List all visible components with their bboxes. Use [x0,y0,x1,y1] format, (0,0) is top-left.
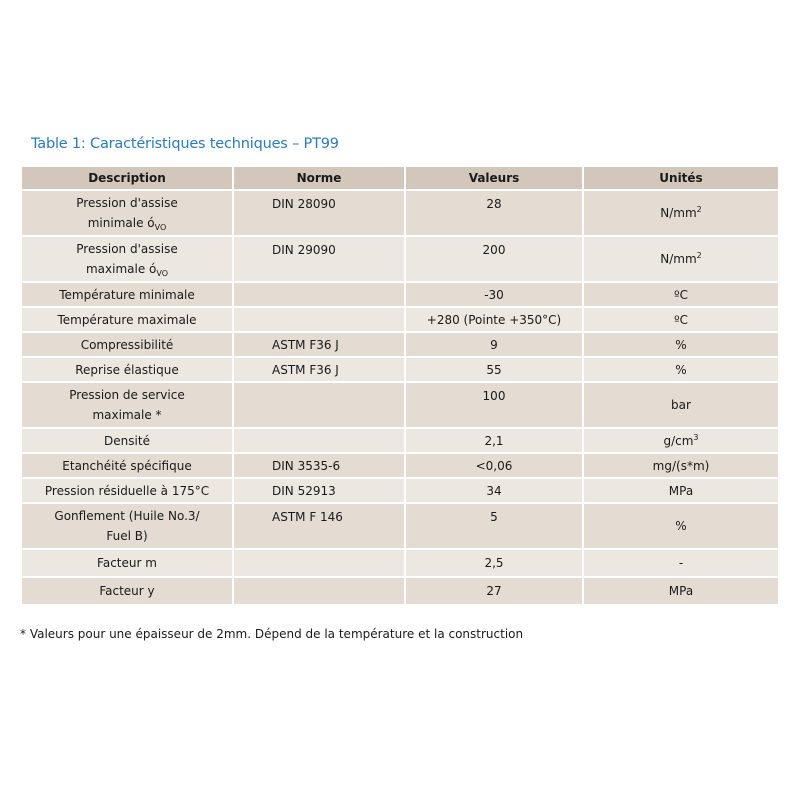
header-valeurs: Valeurs [406,167,582,189]
valeur-text: 200 [482,243,506,257]
valeur-text: 27 [486,584,502,598]
description-line: maximale * [92,408,162,422]
cell-unite [584,333,778,356]
description-line: Température maximale [57,312,197,327]
unite-text: g/cm [663,433,694,448]
cell-norme [234,578,404,604]
table-row [22,504,778,548]
cell-description [22,504,232,548]
description-line: Reprise élastique [75,362,179,377]
table-row [22,333,778,356]
unite-text: - [678,556,684,570]
description-line: Fuel B) [106,529,148,543]
subscript: VO [154,223,167,232]
cell-norme [234,308,404,331]
description-line: Facteur m [97,556,157,570]
valeur-text: 55 [486,362,502,377]
valeur-text: 2,5 [484,556,504,570]
cell-valeur [406,191,582,235]
description-line: Facteur y [99,584,155,598]
table-row [22,191,778,235]
table-row [22,383,778,427]
cell-valeur [406,333,582,356]
cell-valeur [406,237,582,281]
norme-text: ASTM F36 J [272,337,339,352]
cell-description [22,283,232,306]
cell-description [22,578,232,604]
cell-unite [584,283,778,306]
cell-description [22,454,232,477]
table-row [22,578,778,604]
cell-valeur [406,550,582,576]
cell-norme [234,237,404,281]
cell-unite [584,191,778,235]
description-line: Température minimale [59,287,195,302]
superscript: 2 [696,205,702,214]
subscript: VO [156,269,169,278]
table-caption: Table 1: Caractéristiques techniques – PT99 [31,136,339,152]
cell-valeur [406,578,582,604]
norme-text: ASTM F36 J [272,362,339,377]
cell-description [22,479,232,502]
cell-valeur [406,358,582,381]
cell-norme [234,333,404,356]
cell-unite [584,429,778,452]
valeur-text: -30 [484,287,504,302]
table-row [22,550,778,576]
cell-unite [584,479,778,502]
superscript: 3 [693,432,699,442]
cell-norme [234,383,404,427]
cell-norme [234,479,404,502]
cell-unite [584,550,778,576]
description-line: Pression résiduelle à 175°C [44,483,210,498]
cell-valeur [406,429,582,452]
cell-valeur [406,383,582,427]
description-line: Densité [104,433,150,448]
description-line: Pression d'assise [76,196,178,210]
cell-norme [234,550,404,576]
description-line: Pression d'assise [76,242,178,256]
cell-norme [234,454,404,477]
cell-norme [234,358,404,381]
valeur-text: 9 [490,337,498,352]
cell-valeur [406,308,582,331]
cell-valeur [406,504,582,548]
table-row [22,358,778,381]
unite-text: % [675,362,687,377]
unite-text: ºC [673,287,689,302]
valeur-text: 2,1 [484,433,504,448]
table-row [22,283,778,306]
unite-text: % [675,337,687,352]
header-unites: Unités [584,167,778,189]
cell-unite [584,237,778,281]
norme-text: ASTM F 146 [272,510,343,524]
cell-unite [584,454,778,477]
table-row [22,308,778,331]
unite-text: MPa [668,483,694,498]
cell-valeur [406,283,582,306]
spec-table [20,165,780,606]
description-line: Pression de service [69,388,185,402]
header-description: Description [22,167,232,189]
superscript: 2 [696,251,702,260]
cell-unite [584,308,778,331]
cell-norme [234,429,404,452]
valeur-text: 100 [482,389,506,403]
unite-text: N/mm [660,206,697,220]
unite-text: % [675,519,687,533]
unite-text: bar [671,398,691,412]
norme-text: DIN 52913 [272,483,336,498]
cell-description [22,358,232,381]
description-line: Etanchéité spécifique [62,458,192,473]
cell-description [22,308,232,331]
norme-text: DIN 3535-6 [272,458,341,473]
cell-description [22,191,232,235]
description-line: minimale ó [87,216,155,230]
cell-description [22,383,232,427]
unite-text: ºC [673,312,689,327]
cell-valeur [406,479,582,502]
footnote: * Valeurs pour une épaisseur de 2mm. Dépend de la température et la construction [20,627,524,641]
valeur-text: 34 [486,483,502,498]
cell-norme [234,504,404,548]
table-row [22,454,778,477]
valeur-text: <0,06 [475,458,513,473]
valeur-text: +280 (Pointe +350°C) [426,312,562,327]
unite-text: MPa [668,584,694,598]
description-line: maximale ó [85,262,157,276]
cell-description [22,333,232,356]
cell-description [22,550,232,576]
cell-description [22,237,232,281]
cell-unite [584,578,778,604]
description-line: Gonflement (Huile No.3/ [54,509,200,523]
table-row [22,479,778,502]
valeur-text: 28 [486,197,502,211]
table-row [22,429,778,452]
cell-description [22,429,232,452]
cell-unite [584,383,778,427]
cell-norme [234,283,404,306]
cell-norme [234,191,404,235]
header-row [22,167,778,189]
norme-text: DIN 28090 [272,197,336,211]
cell-valeur [406,454,582,477]
valeur-text: 5 [490,510,498,524]
description-line: Compressibilité [80,337,174,352]
unite-text: mg/(s*m) [652,458,710,473]
unite-text: N/mm [660,252,697,266]
norme-text: DIN 29090 [272,243,336,257]
cell-unite [584,504,778,548]
header-norme: Norme [234,167,404,189]
cell-unite [584,358,778,381]
table-row [22,237,778,281]
